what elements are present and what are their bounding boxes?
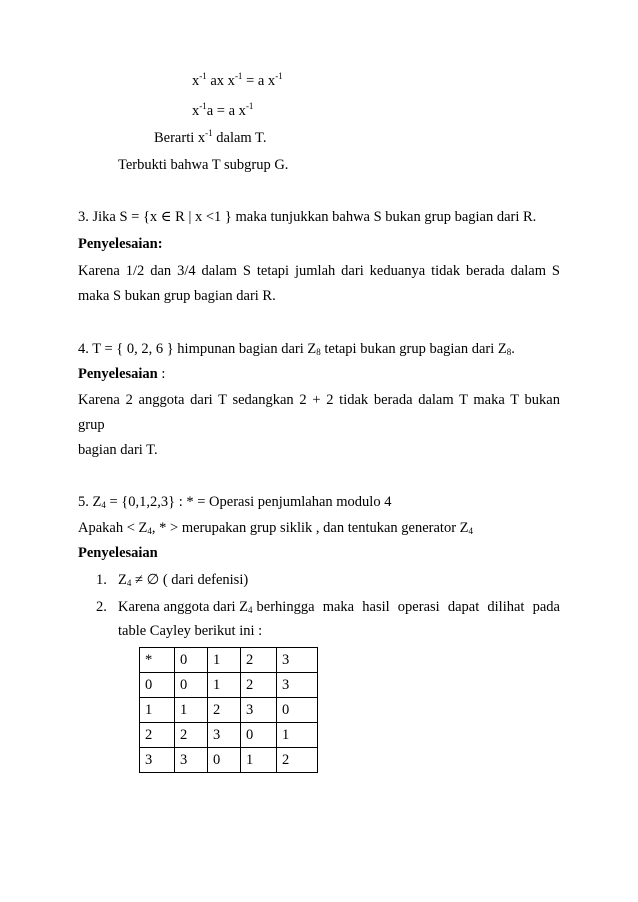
superscript: -1: [199, 101, 207, 111]
table-row: [140, 698, 318, 723]
table-cell: 2: [241, 673, 277, 698]
superscript: -1: [275, 71, 283, 81]
text: x: [192, 73, 200, 89]
table-cell: 2: [277, 748, 318, 773]
text: , * > merupakan grup siklik , dan tentukan generator Z: [151, 520, 469, 536]
q3-answer-line-2: maka S bukan grup bagian dari R.: [78, 288, 276, 304]
table-cell: 3: [277, 673, 318, 698]
text: .: [511, 341, 515, 357]
question-5-ask: [78, 519, 473, 537]
q5-heading: Penyelesaian: [78, 545, 158, 561]
text: 5. Z: [78, 494, 102, 510]
text: x: [192, 103, 200, 119]
table-cell: 3: [241, 698, 277, 723]
table-row: [140, 673, 318, 698]
table-cell: 2: [175, 723, 208, 748]
text: = a x: [242, 73, 276, 89]
q5-item-2-line-1: [118, 598, 560, 616]
table-cell: 1: [175, 698, 208, 723]
proof-line-3: [154, 129, 266, 147]
text: Karena anggota dari Z: [118, 599, 249, 615]
q5-item-2-line-2: table Cayley berikut ini :: [118, 623, 263, 639]
superscript: -1: [245, 101, 254, 111]
subscript: 4: [101, 500, 106, 510]
text: ax x: [206, 73, 235, 89]
text: dalam T.: [212, 130, 267, 146]
q5-item-2-number: 2.: [96, 599, 107, 615]
table-cell: 0: [140, 673, 175, 698]
table-cell: 0: [175, 673, 208, 698]
text: Berarti x: [154, 130, 206, 146]
text: Penyelesaian: [78, 366, 158, 382]
q3-heading: Penyelesaian:: [78, 236, 163, 252]
text: 4. T = { 0, 2, 6 } himpunan bagian dari Z: [78, 341, 317, 357]
q4-answer-line-3: bagian dari T.: [78, 442, 158, 458]
proof-conclusion: Terbukti bahwa T subgrup G.: [118, 157, 289, 173]
question-5: [78, 493, 391, 511]
q5-item-1-number: 1.: [96, 572, 107, 588]
text: Apakah < Z: [78, 520, 148, 536]
text-group: [118, 598, 253, 616]
table-cell: 3: [277, 648, 318, 673]
text: = {0,1,2,3} : * = Operasi penjumlahan modulo 4: [105, 494, 392, 510]
superscript: -1: [234, 71, 243, 81]
table-cell: 2: [140, 723, 175, 748]
proof-line-1: [192, 72, 283, 90]
subscript: 4: [147, 526, 152, 536]
subscript: 4: [248, 605, 253, 615]
table-cell: 2: [241, 648, 277, 673]
subscript: 4: [468, 526, 474, 536]
text: ≠ ∅ ( dari defenisi): [131, 572, 249, 588]
subscript: 8: [506, 347, 512, 357]
proof-line-2: [192, 102, 253, 120]
table-cell: 1: [241, 748, 277, 773]
table-header-row: [140, 648, 318, 673]
text: berhingga maka hasil operasi dapat dilihat pada: [256, 599, 560, 615]
table-cell: 0: [175, 648, 208, 673]
table-cell: 0: [208, 748, 241, 773]
q4-heading: [78, 365, 165, 383]
table-cell: 3: [140, 748, 175, 773]
subscript: 8: [316, 347, 321, 357]
question-3: 3. Jika S = {x ∈ R | x <1 } maka tunjukkan bahwa S bukan grup bagian dari R.: [78, 209, 537, 225]
table-cell: 0: [241, 723, 277, 748]
cayley-table: [139, 647, 318, 773]
table-cell: 1: [140, 698, 175, 723]
text: tetapi bukan grup bagian dari Z: [320, 341, 507, 357]
table-cell: 3: [208, 723, 241, 748]
q4-answer-line-2: grup: [78, 417, 105, 433]
table-row: [140, 723, 318, 748]
table-cell: 1: [208, 673, 241, 698]
q4-answer-line-1: Karena 2 anggota dari T sedangkan 2 + 2 tidak berada dalam T maka T bukan: [78, 392, 560, 408]
subscript: 4: [126, 578, 132, 588]
q5-item-1: [118, 571, 248, 589]
superscript: -1: [199, 71, 207, 81]
text: Z: [118, 572, 127, 588]
superscript: -1: [205, 128, 213, 138]
text: :: [157, 366, 166, 382]
table-cell: 0: [277, 698, 318, 723]
table-cell: 2: [208, 698, 241, 723]
table-cell: 3: [175, 748, 208, 773]
table-cell: 1: [277, 723, 318, 748]
cayley-table-body: [140, 648, 318, 773]
text: a = a x: [206, 103, 246, 119]
q3-answer-line-1: Karena 1/2 dan 3/4 dalam S tetapi jumlah dari keduanya tidak berada dalam S: [78, 263, 560, 279]
question-4: [78, 340, 515, 358]
table-row: [140, 748, 318, 773]
table-cell: *: [140, 648, 175, 673]
table-cell: 1: [208, 648, 241, 673]
